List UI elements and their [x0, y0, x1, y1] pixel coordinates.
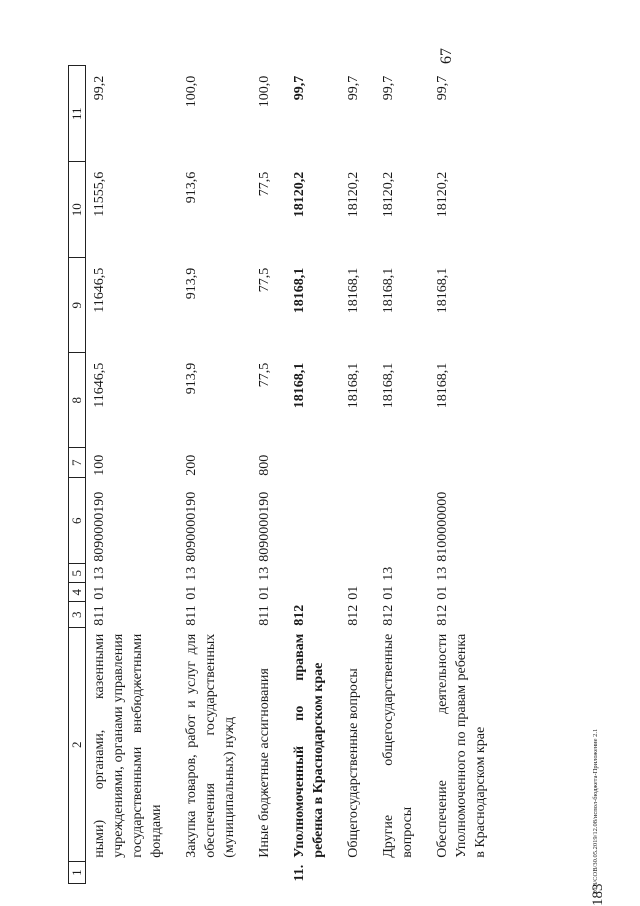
budget-table — [68, 65, 502, 884]
table-row — [178, 66, 251, 884]
cell-c5: 13 — [375, 564, 429, 583]
cell-c8: 18168,1 — [340, 353, 375, 448]
cell-c9: 11646,5 — [86, 258, 179, 353]
cell-c1: 11. — [286, 862, 340, 884]
table-row — [340, 66, 375, 884]
cell-c6: 8090000190 — [251, 478, 286, 564]
cell-c3: 811 — [251, 602, 286, 628]
cell-c3: 811 — [178, 602, 251, 628]
cell-c4: 01 — [251, 583, 286, 602]
cell-c4: 01 — [429, 583, 502, 602]
cell-c11: 99,2 — [86, 66, 179, 162]
cell-c11: 100,0 — [251, 66, 286, 162]
cell-c2: Другие общегосударственные вопросы — [375, 628, 429, 862]
cell-c2: Обеспечение деятельности Уполномоченного по правам ребенка в Краснодарском крае — [429, 628, 502, 862]
cell-c4: 01 — [340, 583, 375, 602]
cell-c3: 812 — [286, 602, 340, 628]
cell-c10: 18120,2 — [340, 162, 375, 258]
cell-c2: Уполномоченный по правам ребенка в Краснодарском крае — [286, 628, 340, 862]
cell-c5 — [340, 564, 375, 583]
cell-c1 — [375, 862, 429, 884]
table-row — [429, 66, 502, 884]
cell-c5: 13 — [178, 564, 251, 583]
cell-c2: Общегосударственные вопросы — [340, 628, 375, 862]
cell-c8: 18168,1 — [429, 353, 502, 448]
cell-c9: 18168,1 — [375, 258, 429, 353]
cell-c4: 01 — [375, 583, 429, 602]
column-header: 11 — [69, 66, 86, 162]
cell-c7 — [286, 448, 340, 478]
cut-page-number: 183 — [590, 884, 607, 906]
column-header: 5 — [69, 564, 86, 583]
cell-c5: 13 — [86, 564, 179, 583]
cell-c4: 01 — [178, 583, 251, 602]
cell-c7: 800 — [251, 448, 286, 478]
column-header: 1 — [69, 862, 86, 884]
cell-c10: 18120,2 — [286, 162, 340, 258]
cell-c3: 812 — [429, 602, 502, 628]
cell-c6: 8090000190 — [178, 478, 251, 564]
cell-c6 — [375, 478, 429, 564]
cell-c5: 13 — [251, 564, 286, 583]
cell-c8: 77,5 — [251, 353, 286, 448]
cell-c11: 99,7 — [286, 66, 340, 162]
table-header-row — [69, 66, 86, 884]
cell-c8: 913,9 — [178, 353, 251, 448]
cell-c6 — [286, 478, 340, 564]
column-header: 4 — [69, 583, 86, 602]
column-header: 9 — [69, 258, 86, 353]
cell-c8: 18168,1 — [286, 353, 340, 448]
column-header: 3 — [69, 602, 86, 628]
cell-c8: 18168,1 — [375, 353, 429, 448]
cell-c6 — [340, 478, 375, 564]
cell-c5 — [286, 564, 340, 583]
cell-c10: 18120,2 — [429, 162, 502, 258]
footer-path: 20.3/СОВ/30.05.2019/12.08/испол-бюджета-Приложение 2.1 — [592, 729, 599, 894]
cell-c10: 913,6 — [178, 162, 251, 258]
cell-c2: ными) органами, казенными учреждениями, органами управления государственными внебюджетными фондами — [86, 628, 179, 862]
cell-c1 — [429, 862, 502, 884]
cell-c2: Закупка товаров, работ и услуг для обеспечения государственных (муниципальных) нужд — [178, 628, 251, 862]
cell-c11: 99,7 — [429, 66, 502, 162]
cell-c2: Иные бюджетные ассигнования — [251, 628, 286, 862]
cell-c7 — [429, 448, 502, 478]
table-row — [251, 66, 286, 884]
cell-c10: 11555,6 — [86, 162, 179, 258]
cell-c9: 77,5 — [251, 258, 286, 353]
cell-c1 — [251, 862, 286, 884]
cell-c7: 200 — [178, 448, 251, 478]
cell-c9: 913,9 — [178, 258, 251, 353]
cell-c11: 99,7 — [375, 66, 429, 162]
cell-c7 — [375, 448, 429, 478]
column-header: 8 — [69, 353, 86, 448]
cell-c10: 18120,2 — [375, 162, 429, 258]
cell-c9: 18168,1 — [286, 258, 340, 353]
cell-c6: 8100000000 — [429, 478, 502, 564]
cell-c1 — [86, 862, 179, 884]
table-row — [286, 66, 340, 884]
cell-c4 — [286, 583, 340, 602]
cell-c1 — [340, 862, 375, 884]
cell-c1 — [178, 862, 251, 884]
cell-c7: 100 — [86, 448, 179, 478]
page-number: 67 — [438, 48, 456, 64]
column-header: 10 — [69, 162, 86, 258]
cell-c9: 18168,1 — [340, 258, 375, 353]
cell-c3: 812 — [340, 602, 375, 628]
table-row — [375, 66, 429, 884]
cell-c8: 11646,5 — [86, 353, 179, 448]
cell-c11: 99,7 — [340, 66, 375, 162]
table-row — [86, 66, 179, 884]
cell-c3: 811 — [86, 602, 179, 628]
column-header: 7 — [69, 448, 86, 478]
cell-c7 — [340, 448, 375, 478]
cell-c11: 100,0 — [178, 66, 251, 162]
cell-c3: 812 — [375, 602, 429, 628]
cell-c5: 13 — [429, 564, 502, 583]
column-header: 2 — [69, 628, 86, 862]
cell-c10: 77,5 — [251, 162, 286, 258]
cell-c6: 8090000190 — [86, 478, 179, 564]
column-header: 6 — [69, 478, 86, 564]
cell-c4: 01 — [86, 583, 179, 602]
cell-c9: 18168,1 — [429, 258, 502, 353]
